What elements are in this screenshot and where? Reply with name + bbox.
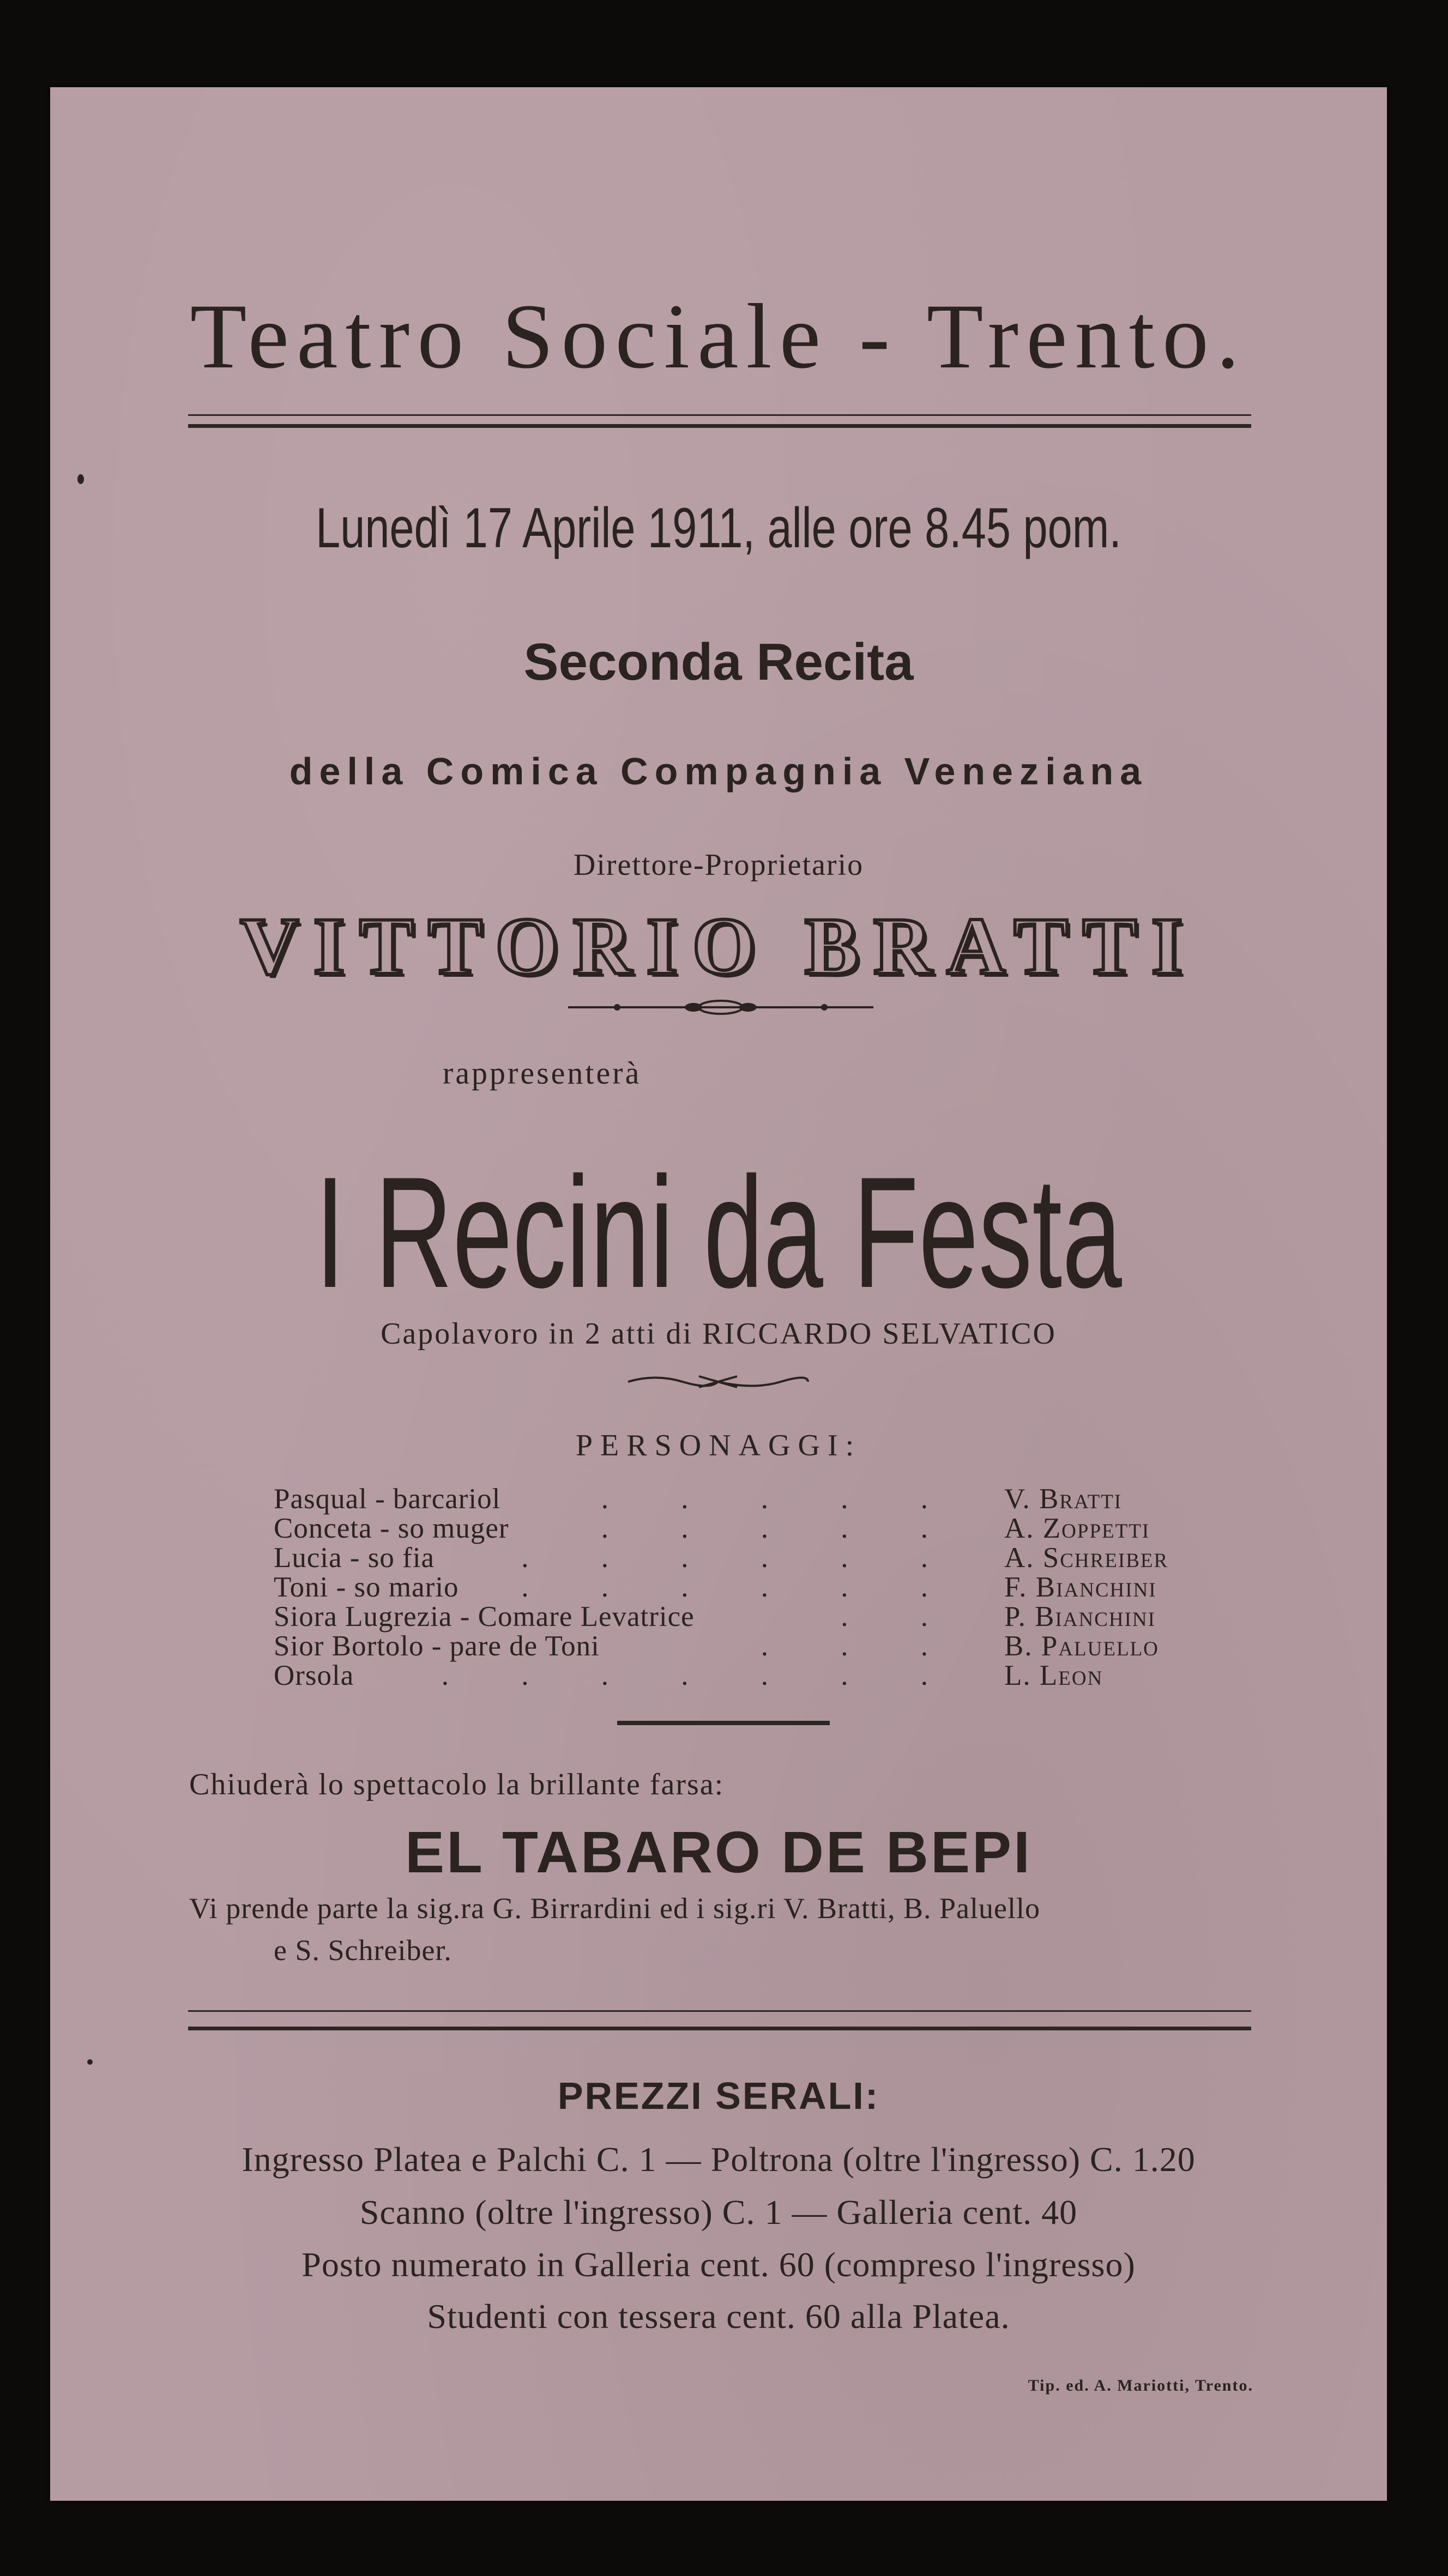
cast-list	[274, 1483, 1200, 1689]
leader-dots: . . . . .	[601, 1483, 961, 1515]
leader-dots: . . . . . .	[521, 1542, 961, 1574]
cast-end-rule	[617, 1721, 830, 1725]
company-name: della Comica Compagnia Veneziana	[289, 750, 1148, 793]
farsa-title: EL TABARO DE BEPI	[405, 1819, 1033, 1885]
printer-imprint: Tip. ed. A. Mariotti, Trento.	[1028, 2377, 1253, 2394]
cast-row	[274, 1630, 1200, 1662]
cast-row	[274, 1541, 1200, 1574]
date-line: Lunedì 17 Aprile 1911, alle ore 8.45 pom.	[316, 497, 1121, 560]
cast-actor: A. Zoppetti	[1004, 1513, 1150, 1544]
cast-row	[274, 1600, 1200, 1630]
price-line: Studenti con tessera cent. 60 alla Platea.	[427, 2297, 1010, 2336]
cast-role: Toni - so mario	[274, 1571, 459, 1603]
price-line: Scanno (oltre l'ingresso) C. 1 — Galleria cent. 40	[359, 2193, 1078, 2232]
cast-heading: PERSONAGGI:	[575, 1429, 862, 1462]
paper-speck	[87, 2059, 93, 2065]
leader-dots: . . .	[761, 1630, 961, 1662]
theatre-title: Teatro Sociale - Trento.	[190, 285, 1247, 388]
prices-heading: PREZZI SERALI:	[557, 2075, 880, 2117]
prices-rule-bottom	[188, 2027, 1251, 2030]
director-name: VITTORIO BRATTI	[240, 901, 1197, 991]
title-rule-bottom	[188, 424, 1251, 428]
leader-dots: . . . . .	[601, 1513, 961, 1544]
farsa-cast-line: e S. Schreiber.	[274, 1934, 452, 1967]
cast-row	[274, 1512, 1200, 1544]
ornament-divider	[568, 996, 873, 1018]
cast-role: Sior Bortolo - pare de Toni	[274, 1630, 600, 1662]
play-title: I Recini da Festa	[315, 1144, 1122, 1321]
presents-label: rappresenterà	[443, 1055, 642, 1091]
cast-actor: B. Paluello	[1004, 1630, 1159, 1662]
poster-sheet	[50, 87, 1387, 2501]
cast-role: Orsola	[274, 1660, 354, 1691]
play-subtitle: Capolavoro in 2 atti di RICCARDO SELVATICO	[381, 1317, 1057, 1351]
paper-speck	[77, 474, 84, 484]
farsa-cast-line: Vi prende parte la sig.ra G. Birrardini ed i sig.ri V. Bratti, B. Paluello	[189, 1892, 1040, 1925]
cast-role: Conceta - so muger	[274, 1513, 509, 1544]
cast-actor: V. Bratti	[1004, 1483, 1123, 1515]
ornament-small	[623, 1374, 813, 1390]
price-line: Posto numerato in Galleria cent. 60 (compreso l'ingresso)	[301, 2245, 1136, 2284]
performance-label: Seconda Recita	[523, 633, 914, 691]
cast-actor: A. Schreiber	[1004, 1542, 1169, 1574]
farsa-intro: Chiuderà lo spettacolo la brillante farsa:	[189, 1768, 725, 1801]
leader-dots: . . . . . .	[521, 1571, 961, 1603]
price-line: Ingresso Platea e Palchi C. 1 — Poltrona (oltre l'ingresso) C. 1.20	[242, 2140, 1196, 2179]
leader-dots: . . . . . . .	[441, 1660, 961, 1691]
cast-role: Siora Lugrezia - Comare Levatrice	[274, 1601, 695, 1632]
cast-actor: L. Leon	[1004, 1660, 1103, 1691]
cast-role: Pasqual - barcariol	[274, 1483, 501, 1515]
cast-actor: P. Bianchini	[1004, 1601, 1156, 1632]
prices-rule-top	[188, 2010, 1251, 2012]
cast-actor: F. Bianchini	[1004, 1571, 1157, 1603]
title-rule-top	[188, 414, 1251, 416]
cast-role: Lucia - so fia	[274, 1542, 435, 1574]
cast-row	[274, 1659, 1200, 1689]
cast-row	[274, 1483, 1200, 1515]
director-label: Direttore-Proprietario	[573, 848, 864, 882]
cast-row	[274, 1571, 1200, 1603]
leader-dots: . .	[841, 1601, 961, 1632]
